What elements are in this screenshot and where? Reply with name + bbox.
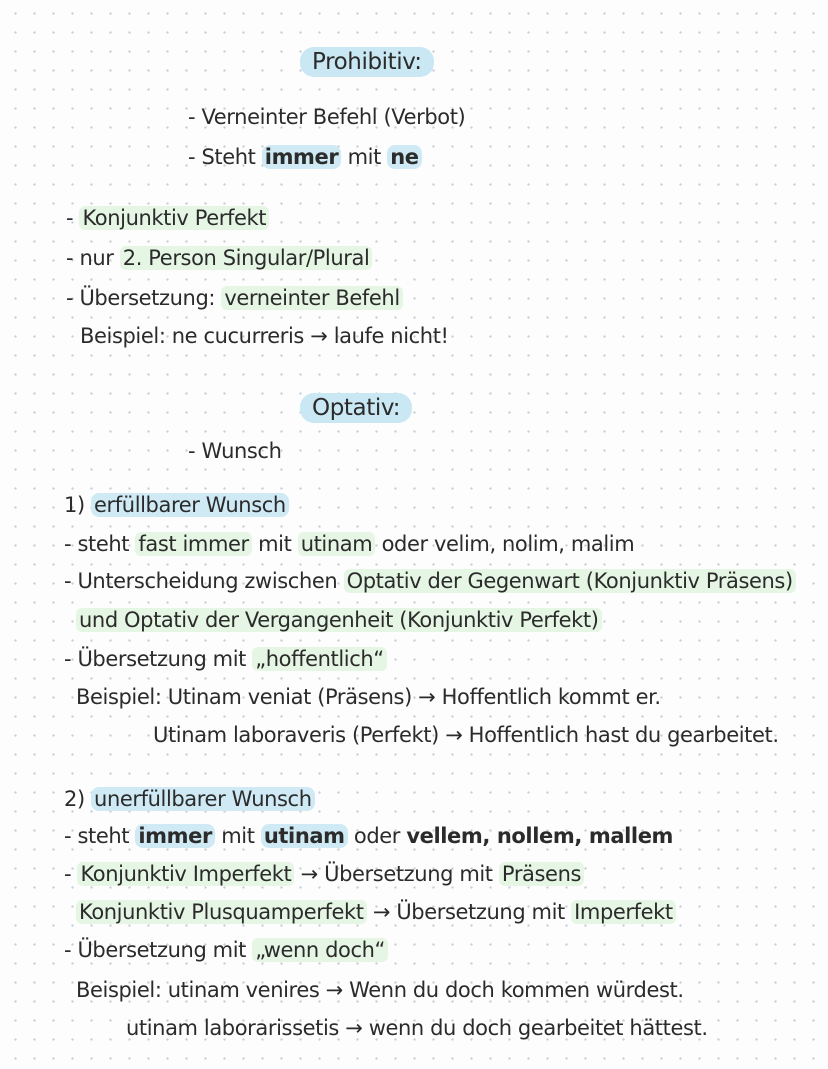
highlight: Präsens [499, 862, 584, 886]
prohibitiv-bullet-3 [66, 284, 403, 312]
bold-forms: vellem, nollem, mallem [406, 824, 674, 848]
prohibitiv-bullet-1 [66, 204, 269, 232]
highlight: unerfüllbarer Wunsch [91, 787, 315, 811]
text: mit [214, 824, 261, 848]
section-2-bullet-4 [64, 936, 388, 964]
section-1-example-2: Utinam laboraveris (Perfekt) → Hoffentlich hast du gearbeitet. [153, 723, 779, 747]
optativ-heading: Optativ: [300, 393, 412, 423]
section-1-bullet-2 [64, 567, 796, 595]
prohibitiv-intro-line-2 [188, 143, 422, 171]
text: - steht [64, 824, 136, 848]
section-1-bullet-2-cont [76, 606, 602, 634]
text: - steht [64, 532, 136, 556]
prohibitiv-intro-line-1: - Verneinter Befehl (Verbot) [188, 105, 466, 129]
text: 1) [64, 493, 92, 517]
highlight: „wenn doch“ [252, 938, 388, 962]
text: - Unterscheidung zwischen [64, 569, 344, 593]
highlight: Konjunktiv Imperfekt [77, 862, 294, 886]
highlight: „hoffentlich“ [252, 647, 387, 671]
bold-utinam: utinam [261, 824, 348, 848]
optativ-intro: - Wunsch [188, 439, 282, 463]
text: - Übersetzung: [66, 286, 222, 310]
text: → Übersetzung mit [366, 900, 572, 924]
text: - [66, 206, 80, 230]
section-2-bullet-3 [76, 898, 676, 926]
highlight: 2. Person Singular/Plural [120, 246, 373, 270]
highlight: Imperfekt [571, 900, 676, 924]
section-1-bullet-1 [64, 530, 634, 558]
highlight: utinam [298, 532, 376, 556]
text: mit [251, 532, 298, 556]
text: - Übersetzung mit [64, 938, 253, 962]
prohibitiv-bullet-2 [66, 244, 372, 272]
highlight: Konjunktiv Perfekt [79, 206, 269, 230]
section-1-bullet-3 [64, 645, 387, 673]
section-2-example-2: utinam laborarissetis → wenn du doch gearbeitet hättest. [126, 1016, 708, 1040]
highlight: verneinter Befehl [221, 286, 402, 310]
text: 2) [64, 787, 92, 811]
text: → Übersetzung mit [294, 862, 499, 886]
text: - [64, 862, 78, 886]
text: oder [347, 824, 407, 848]
bold-immer: immer [135, 824, 215, 848]
text: - Übersetzung mit [64, 647, 253, 671]
section-2-bullet-1 [64, 822, 673, 850]
prohibitiv-heading: Prohibitiv: [300, 47, 434, 77]
highlight: fast immer [135, 532, 251, 556]
section-2-example-1: Beispiel: utinam venires → Wenn du doch kommen würdest. [76, 978, 684, 1002]
bold-immer: immer [262, 145, 342, 169]
section-1-example-1: Beispiel: Utinam veniat (Präsens) → Hoffentlich kommt er. [76, 685, 661, 709]
text: mit [341, 145, 388, 169]
text: - nur [66, 246, 120, 270]
highlight: Konjunktiv Plusquamperfekt [76, 900, 367, 924]
highlight: erfüllbarer Wunsch [91, 493, 289, 517]
highlight: Optativ der Gegenwart (Konjunktiv Präsens) [344, 569, 796, 593]
bold-ne: ne [387, 145, 421, 169]
prohibitiv-example: Beispiel: ne cucurreris → laufe nicht! [80, 324, 449, 348]
highlight: und Optativ der Vergangenheit (Konjunktiv Perfekt) [76, 608, 602, 632]
section-2-bullet-2 [64, 860, 584, 888]
section-1-title [64, 491, 289, 519]
text: oder velim, nolim, malim [375, 532, 635, 556]
text: - Steht [188, 145, 262, 169]
section-2-title [64, 785, 315, 813]
